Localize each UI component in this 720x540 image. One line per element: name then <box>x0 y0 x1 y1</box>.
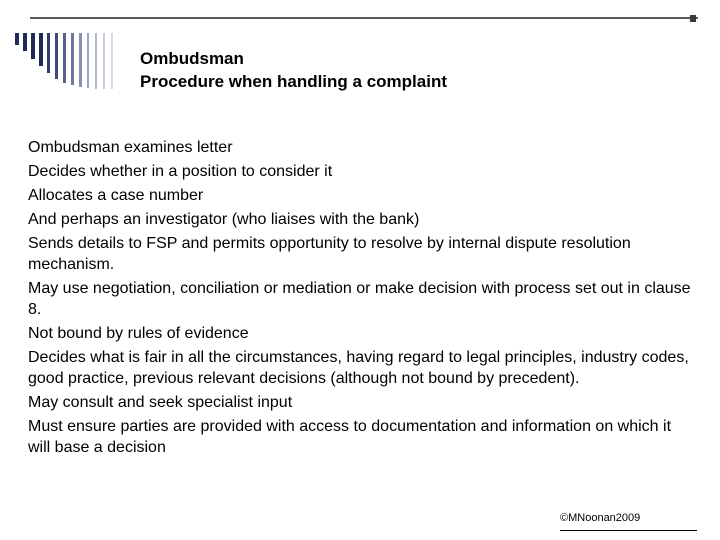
list-item: May consult and seek specialist input <box>28 394 293 411</box>
footer-rule <box>560 530 697 531</box>
copyright-footer: ©MNoonan2009 <box>560 512 641 524</box>
list-item: Must ensure parties are provided with access to documentation and information on which it will base a decision <box>28 418 672 456</box>
title-line-1: Ombudsman <box>140 49 244 68</box>
title-line-2: Procedure when handling a complaint <box>140 72 447 91</box>
list-item: And perhaps an investigator (who liaises with the bank) <box>28 211 420 228</box>
list-item: Allocates a case number <box>28 187 204 204</box>
list-item: Decides whether in a position to consider it <box>28 163 333 180</box>
body-text <box>28 137 696 461</box>
list-item: Decides what is fair in all the circumstances, having regard to legal principles, industry codes, good practice, previous relevant decisions (although not bound by precedent). <box>28 349 689 387</box>
corner-mark <box>690 15 696 22</box>
list-item: May use negotiation, conciliation or mediation or make decision with process set out in clause 8. <box>28 280 691 318</box>
list-item: Sends details to FSP and permits opportunity to resolve by internal dispute resolution mechanism. <box>28 235 631 273</box>
top-rule <box>30 17 698 19</box>
slide-title <box>140 47 447 93</box>
list-item: Not bound by rules of evidence <box>28 325 249 342</box>
list-item: Ombudsman examines letter <box>28 139 233 156</box>
